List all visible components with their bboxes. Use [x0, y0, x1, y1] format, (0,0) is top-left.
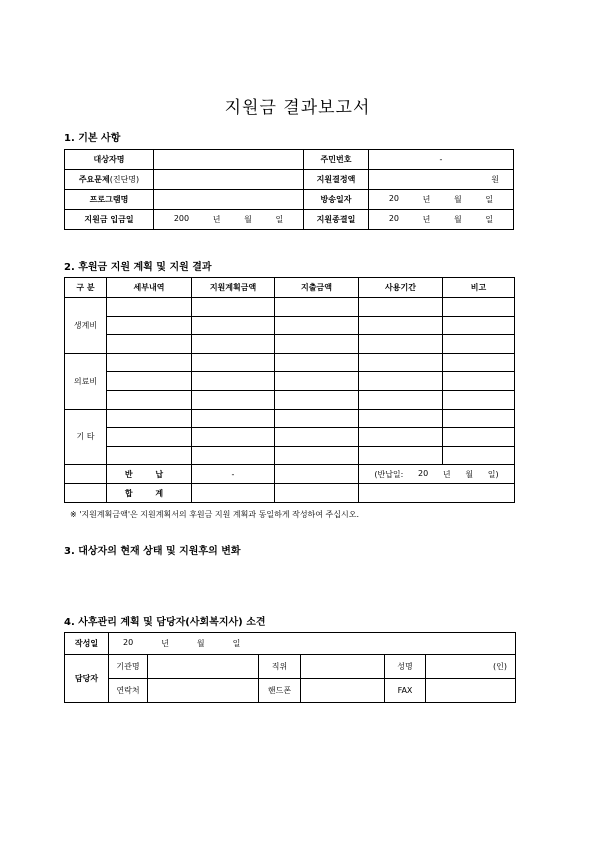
- table-cell[interactable]: [275, 298, 359, 317]
- label-contact: 연락처: [109, 679, 148, 703]
- table-cell[interactable]: [275, 409, 359, 428]
- header-planned-amount: 지원계획금액: [192, 278, 275, 298]
- section4-heading: 4. 사후관리 계획 및 담당자(사회복지사) 소견: [64, 617, 266, 628]
- table-cell[interactable]: [192, 428, 275, 447]
- table-row: [65, 372, 515, 391]
- label-manager: 담당자: [65, 655, 109, 703]
- field-support-amount[interactable]: 원: [369, 170, 514, 190]
- table-cell[interactable]: [443, 390, 515, 409]
- table-cell[interactable]: [107, 428, 192, 447]
- label-program-name: 프로그램명: [65, 190, 154, 210]
- table-cell[interactable]: [107, 316, 192, 335]
- table-cell[interactable]: [275, 428, 359, 447]
- table-cell[interactable]: [192, 372, 275, 391]
- table-cell[interactable]: [275, 353, 359, 372]
- field-support-start[interactable]: 200 년 월 일: [154, 210, 304, 230]
- group-label-other-expense: 기 타: [65, 409, 107, 465]
- table-cell[interactable]: [192, 446, 275, 465]
- basic-info-table: [64, 149, 514, 230]
- table-cell[interactable]: [359, 428, 443, 447]
- field-name[interactable]: (인): [426, 655, 516, 679]
- table-cell[interactable]: [443, 353, 515, 372]
- table-cell[interactable]: [359, 446, 443, 465]
- table-cell[interactable]: [107, 353, 192, 372]
- refund-blank: [65, 465, 107, 484]
- header-usage-period: 사용기간: [359, 278, 443, 298]
- table-row: [65, 353, 515, 372]
- field-contact[interactable]: [148, 679, 259, 703]
- table-cell[interactable]: [359, 372, 443, 391]
- table-row: [65, 316, 515, 335]
- table-cell[interactable]: [192, 298, 275, 317]
- field-refund-planned[interactable]: -: [192, 465, 275, 484]
- followup-table: [64, 632, 516, 703]
- table-cell[interactable]: [192, 409, 275, 428]
- header-spent-amount: 지출금액: [275, 278, 359, 298]
- table-cell[interactable]: [443, 372, 515, 391]
- label-support-amount: 지원결정액: [304, 170, 369, 190]
- field-total-extra[interactable]: [359, 484, 515, 503]
- field-position[interactable]: [301, 655, 385, 679]
- table-cell[interactable]: [443, 428, 515, 447]
- field-support-end[interactable]: 20 년 월 일: [369, 210, 514, 230]
- label-main-problem: 주요문제(진단명): [65, 170, 154, 190]
- table-cell[interactable]: [192, 390, 275, 409]
- label-support-start: 지원금 입금일: [65, 210, 154, 230]
- table-cell[interactable]: [359, 353, 443, 372]
- field-resident-no[interactable]: -: [369, 150, 514, 170]
- table-cell[interactable]: [275, 335, 359, 354]
- label-name: 성명: [385, 655, 426, 679]
- label-total: 합 계: [107, 484, 192, 503]
- label-fax: FAX: [385, 679, 426, 703]
- label-phone: 핸드폰: [259, 679, 301, 703]
- field-org[interactable]: [148, 655, 259, 679]
- field-refund-spent[interactable]: [275, 465, 359, 484]
- field-total-planned[interactable]: [192, 484, 275, 503]
- table-cell[interactable]: [107, 298, 192, 317]
- header-details: 세부내역: [107, 278, 192, 298]
- table-row: [65, 409, 515, 428]
- section1-heading: 1. 기본 사항: [64, 133, 121, 144]
- field-refund-date[interactable]: (반납일: 20 년 월 일): [359, 465, 515, 484]
- header-category: 구 분: [65, 278, 107, 298]
- table-cell[interactable]: [107, 446, 192, 465]
- section3-heading: 3. 대상자의 현재 상태 및 지원후의 변화: [64, 546, 241, 557]
- table-row: [65, 428, 515, 447]
- table-cell[interactable]: [443, 409, 515, 428]
- table-cell[interactable]: [107, 335, 192, 354]
- table-row: [65, 390, 515, 409]
- label-resident-no: 주민번호: [304, 150, 369, 170]
- field-written-date[interactable]: 20 년 월 일: [109, 633, 516, 655]
- table-cell[interactable]: [443, 335, 515, 354]
- total-blank: [65, 484, 107, 503]
- support-plan-table: [64, 277, 515, 503]
- group-label-medical-expense: 의료비: [65, 353, 107, 409]
- table-cell[interactable]: [107, 409, 192, 428]
- page-title: 지원금 결과보고서: [224, 98, 371, 118]
- table-cell[interactable]: [275, 390, 359, 409]
- table-cell[interactable]: [192, 335, 275, 354]
- table-cell[interactable]: [275, 446, 359, 465]
- table-cell[interactable]: [107, 390, 192, 409]
- table-cell[interactable]: [192, 316, 275, 335]
- table-cell[interactable]: [443, 298, 515, 317]
- field-fax[interactable]: [426, 679, 516, 703]
- label-target-name: 대상자명: [65, 150, 154, 170]
- label-org: 기관명: [109, 655, 148, 679]
- label-written-date: 작성일: [65, 633, 109, 655]
- header-remarks: 비고: [443, 278, 515, 298]
- table-cell[interactable]: [192, 353, 275, 372]
- field-program-name[interactable]: [154, 190, 304, 210]
- label-broadcast-date: 방송일자: [304, 190, 369, 210]
- table-cell[interactable]: [275, 372, 359, 391]
- table-note: ※ '지원계획금액'은 지원계획서의 후원금 지원 계획과 동일하게 작성하여 주십시오.: [70, 510, 360, 519]
- table-cell[interactable]: [359, 409, 443, 428]
- table-cell[interactable]: [275, 316, 359, 335]
- group-label-living-expense: 생계비: [65, 298, 107, 354]
- label-refund: 반 납: [107, 465, 192, 484]
- table-cell[interactable]: [359, 335, 443, 354]
- field-broadcast-date[interactable]: 20 년 월 일: [369, 190, 514, 210]
- field-total-spent[interactable]: [275, 484, 359, 503]
- table-row: [65, 298, 515, 317]
- field-target-name[interactable]: [154, 150, 304, 170]
- label-position: 직위: [259, 655, 301, 679]
- field-main-problem[interactable]: [154, 170, 304, 190]
- label-support-end: 지원종결일: [304, 210, 369, 230]
- section2-heading: 2. 후원금 지원 계획 및 지원 결과: [64, 262, 212, 273]
- table-row: [65, 446, 515, 465]
- table-cell[interactable]: [107, 372, 192, 391]
- table-cell[interactable]: [359, 390, 443, 409]
- table-cell[interactable]: [359, 298, 443, 317]
- table-cell[interactable]: [443, 446, 515, 465]
- field-phone[interactable]: [301, 679, 385, 703]
- table-row: [65, 335, 515, 354]
- table-cell[interactable]: [443, 316, 515, 335]
- table-cell[interactable]: [359, 316, 443, 335]
